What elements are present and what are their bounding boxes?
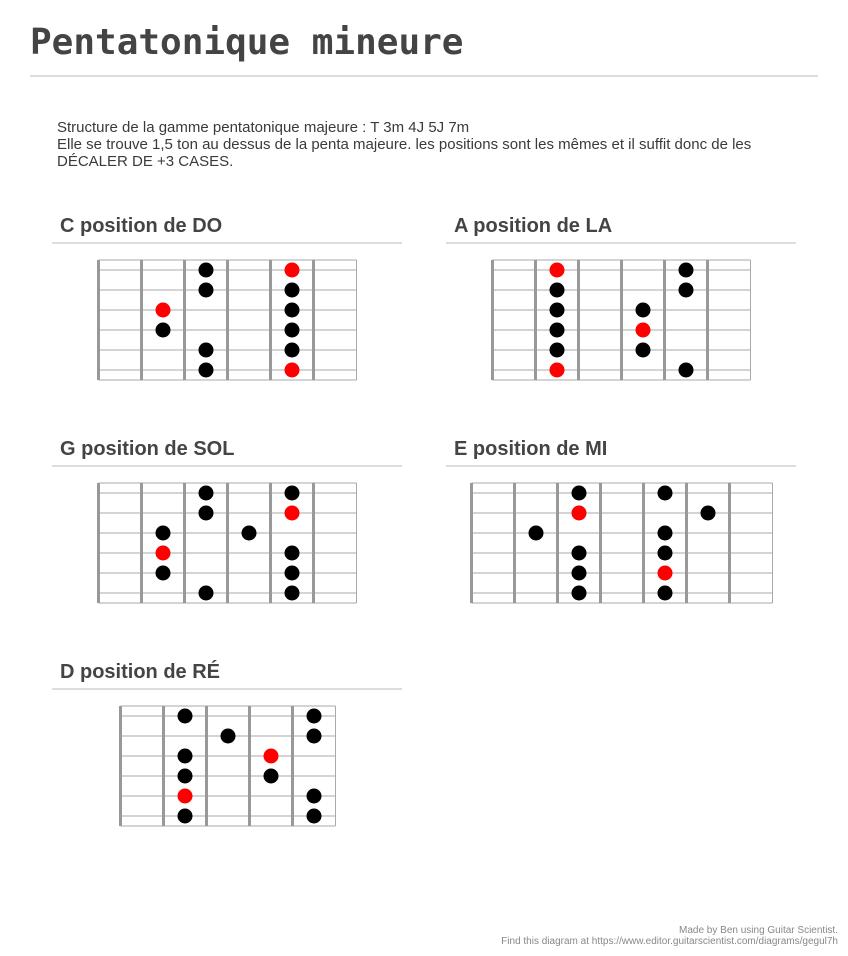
description-line-position: Elle se trouve 1,5 ton au dessus de la penta majeure. les positions sont les mêmes et il suffit donc de les DÉCALER DE +3 CASES. (57, 136, 752, 170)
description-line-structure: Structure de la gamme pentatonique majeure : T 3m 4J 5J 7m (57, 119, 470, 136)
note-dot (285, 303, 300, 318)
root-note-dot (178, 789, 193, 804)
note-dot (307, 709, 322, 724)
root-note-dot (156, 546, 171, 561)
note-dot (199, 486, 214, 501)
note-dot (285, 586, 300, 601)
note-dot (529, 526, 544, 541)
note-dot (221, 729, 236, 744)
diagram-title-a: A position de LA (454, 215, 613, 237)
note-dot (178, 709, 193, 724)
note-dot (199, 363, 214, 378)
diagram-divider-g (52, 465, 402, 467)
fretboard-a (491, 259, 751, 381)
note-dot (572, 566, 587, 581)
note-dot (307, 789, 322, 804)
fretboard-e (470, 482, 773, 604)
root-note-dot (658, 566, 673, 581)
note-dot (658, 586, 673, 601)
root-note-dot (156, 303, 171, 318)
note-dot (701, 506, 716, 521)
note-dot (679, 283, 694, 298)
note-dot (156, 526, 171, 541)
diagram-divider-a (446, 242, 796, 244)
note-dot (156, 323, 171, 338)
note-dot (550, 343, 565, 358)
note-dot (242, 526, 257, 541)
note-dot (285, 343, 300, 358)
note-dot (199, 263, 214, 278)
note-dot (285, 566, 300, 581)
description (57, 119, 797, 170)
diagram-title-d: D position de RÉ (60, 661, 220, 683)
note-dot (307, 729, 322, 744)
note-dot (658, 486, 673, 501)
diagram-divider-e (446, 465, 796, 467)
note-dot (156, 566, 171, 581)
note-dot (178, 769, 193, 784)
root-note-dot (572, 506, 587, 521)
note-dot (199, 506, 214, 521)
note-dot (199, 283, 214, 298)
note-dot (307, 809, 322, 824)
note-dot (658, 546, 673, 561)
note-dot (658, 526, 673, 541)
footer-link[interactable]: Find this diagram at https://www.editor.guitarscientist.com/diagrams/gegul7h (501, 936, 838, 947)
root-note-dot (550, 263, 565, 278)
note-dot (285, 283, 300, 298)
fretboard-c (97, 259, 357, 381)
note-dot (636, 303, 651, 318)
diagram-title-e: E position de MI (454, 438, 608, 460)
fretboard-d (119, 705, 336, 827)
diagram-divider-d (52, 688, 402, 690)
note-dot (178, 809, 193, 824)
root-note-dot (550, 363, 565, 378)
note-dot (572, 486, 587, 501)
note-dot (550, 303, 565, 318)
root-note-dot (285, 506, 300, 521)
footer (501, 925, 838, 947)
note-dot (679, 363, 694, 378)
note-dot (572, 546, 587, 561)
title-divider (30, 75, 818, 77)
note-dot (550, 283, 565, 298)
note-dot (636, 343, 651, 358)
note-dot (285, 486, 300, 501)
root-note-dot (285, 263, 300, 278)
note-dot (285, 323, 300, 338)
fretboard-g (97, 482, 357, 604)
note-dot (199, 586, 214, 601)
root-note-dot (285, 363, 300, 378)
root-note-dot (264, 749, 279, 764)
diagram-title-g: G position de SOL (60, 438, 235, 460)
page-title: Pentatonique mineure (30, 22, 464, 63)
note-dot (264, 769, 279, 784)
root-note-dot (636, 323, 651, 338)
diagram-title-c: C position de DO (60, 215, 223, 237)
note-dot (679, 263, 694, 278)
note-dot (178, 749, 193, 764)
note-dot (285, 546, 300, 561)
note-dot (550, 323, 565, 338)
note-dot (199, 343, 214, 358)
diagram-divider-c (52, 242, 402, 244)
note-dot (572, 586, 587, 601)
footer-credit: Made by Ben using Guitar Scientist. (679, 925, 838, 936)
